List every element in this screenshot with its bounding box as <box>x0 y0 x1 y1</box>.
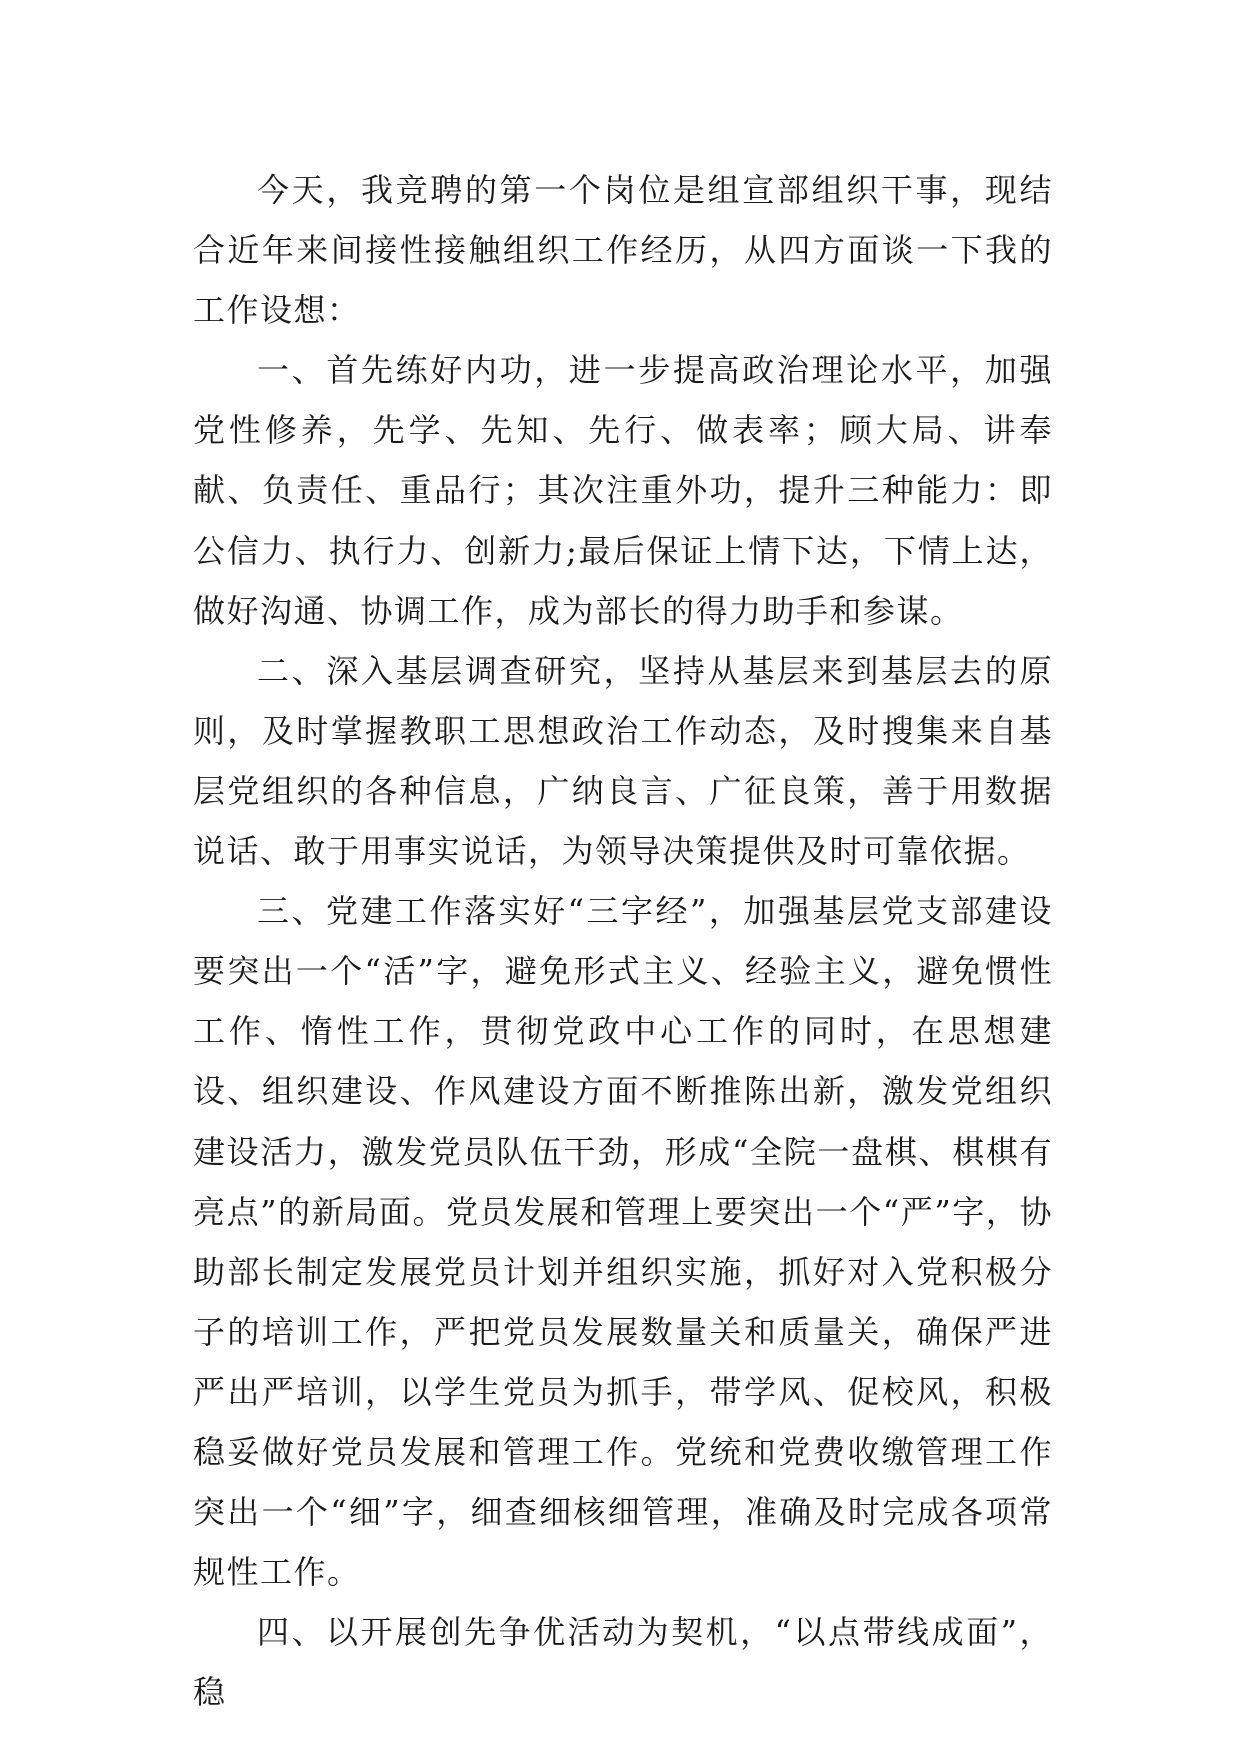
paragraph-point-three: 三、党建工作落实好“三字经”，加强基层党支部建设要突出一个“活”字，避免形式主义、经验主义，避免惯性工作、惰性工作，贯彻党政中心工作的同时，在思想建设、组织建设、作风建设方面不断推陈出新，激发党组织建设活力，激发党员队伍干劲，形成“全院一盘棋、棋棋有亮点”的新局面。党员发展和管理上要突出一个“严”字，协助部长制定发展党员计划并组织实施，抓好对入党积极分子的培训工作，严把党员发展数量关和质量关，确保严进严出严培训，以学生党员为抓手，带学风、促校风，积极稳妥做好党员发展和管理工作。党统和党费收缴管理工作突出一个“细”字，细查细核细管理，准确及时完成各项常规性工作。 <box>193 892 1053 1592</box>
paragraph-intro: 今天，我竞聘的第一个岗位是组宣部组织干事，现结合近年来间接性接触组织工作经历，从四方面谈一下我的工作设想： <box>193 171 1053 330</box>
paragraph-point-four: 四、以开展创先争优活动为契机，“以点带线成面”，稳 <box>193 1613 1053 1712</box>
document-body <box>193 160 1053 1722</box>
paragraph-point-two: 二、深入基层调查研究，坚持从基层来到基层去的原则，及时掌握教职工思想政治工作动态，及时搜集来自基层党组织的各种信息，广纳良言、广征良策，善于用数据说话、敢于用事实说话，为领导决策提供及时可靠依据。 <box>193 651 1053 871</box>
paragraph-point-one: 一、首先练好内功，进一步提高政治理论水平，加强党性修养，先学、先知、先行、做表率；顾大局、讲奉献、负责任、重品行；其次注重外功，提升三种能力：即公信力、执行力、创新力;最后保证上情下达，下情上达，做好沟通、协调工作，成为部长的得力助手和参谋。 <box>193 351 1053 630</box>
